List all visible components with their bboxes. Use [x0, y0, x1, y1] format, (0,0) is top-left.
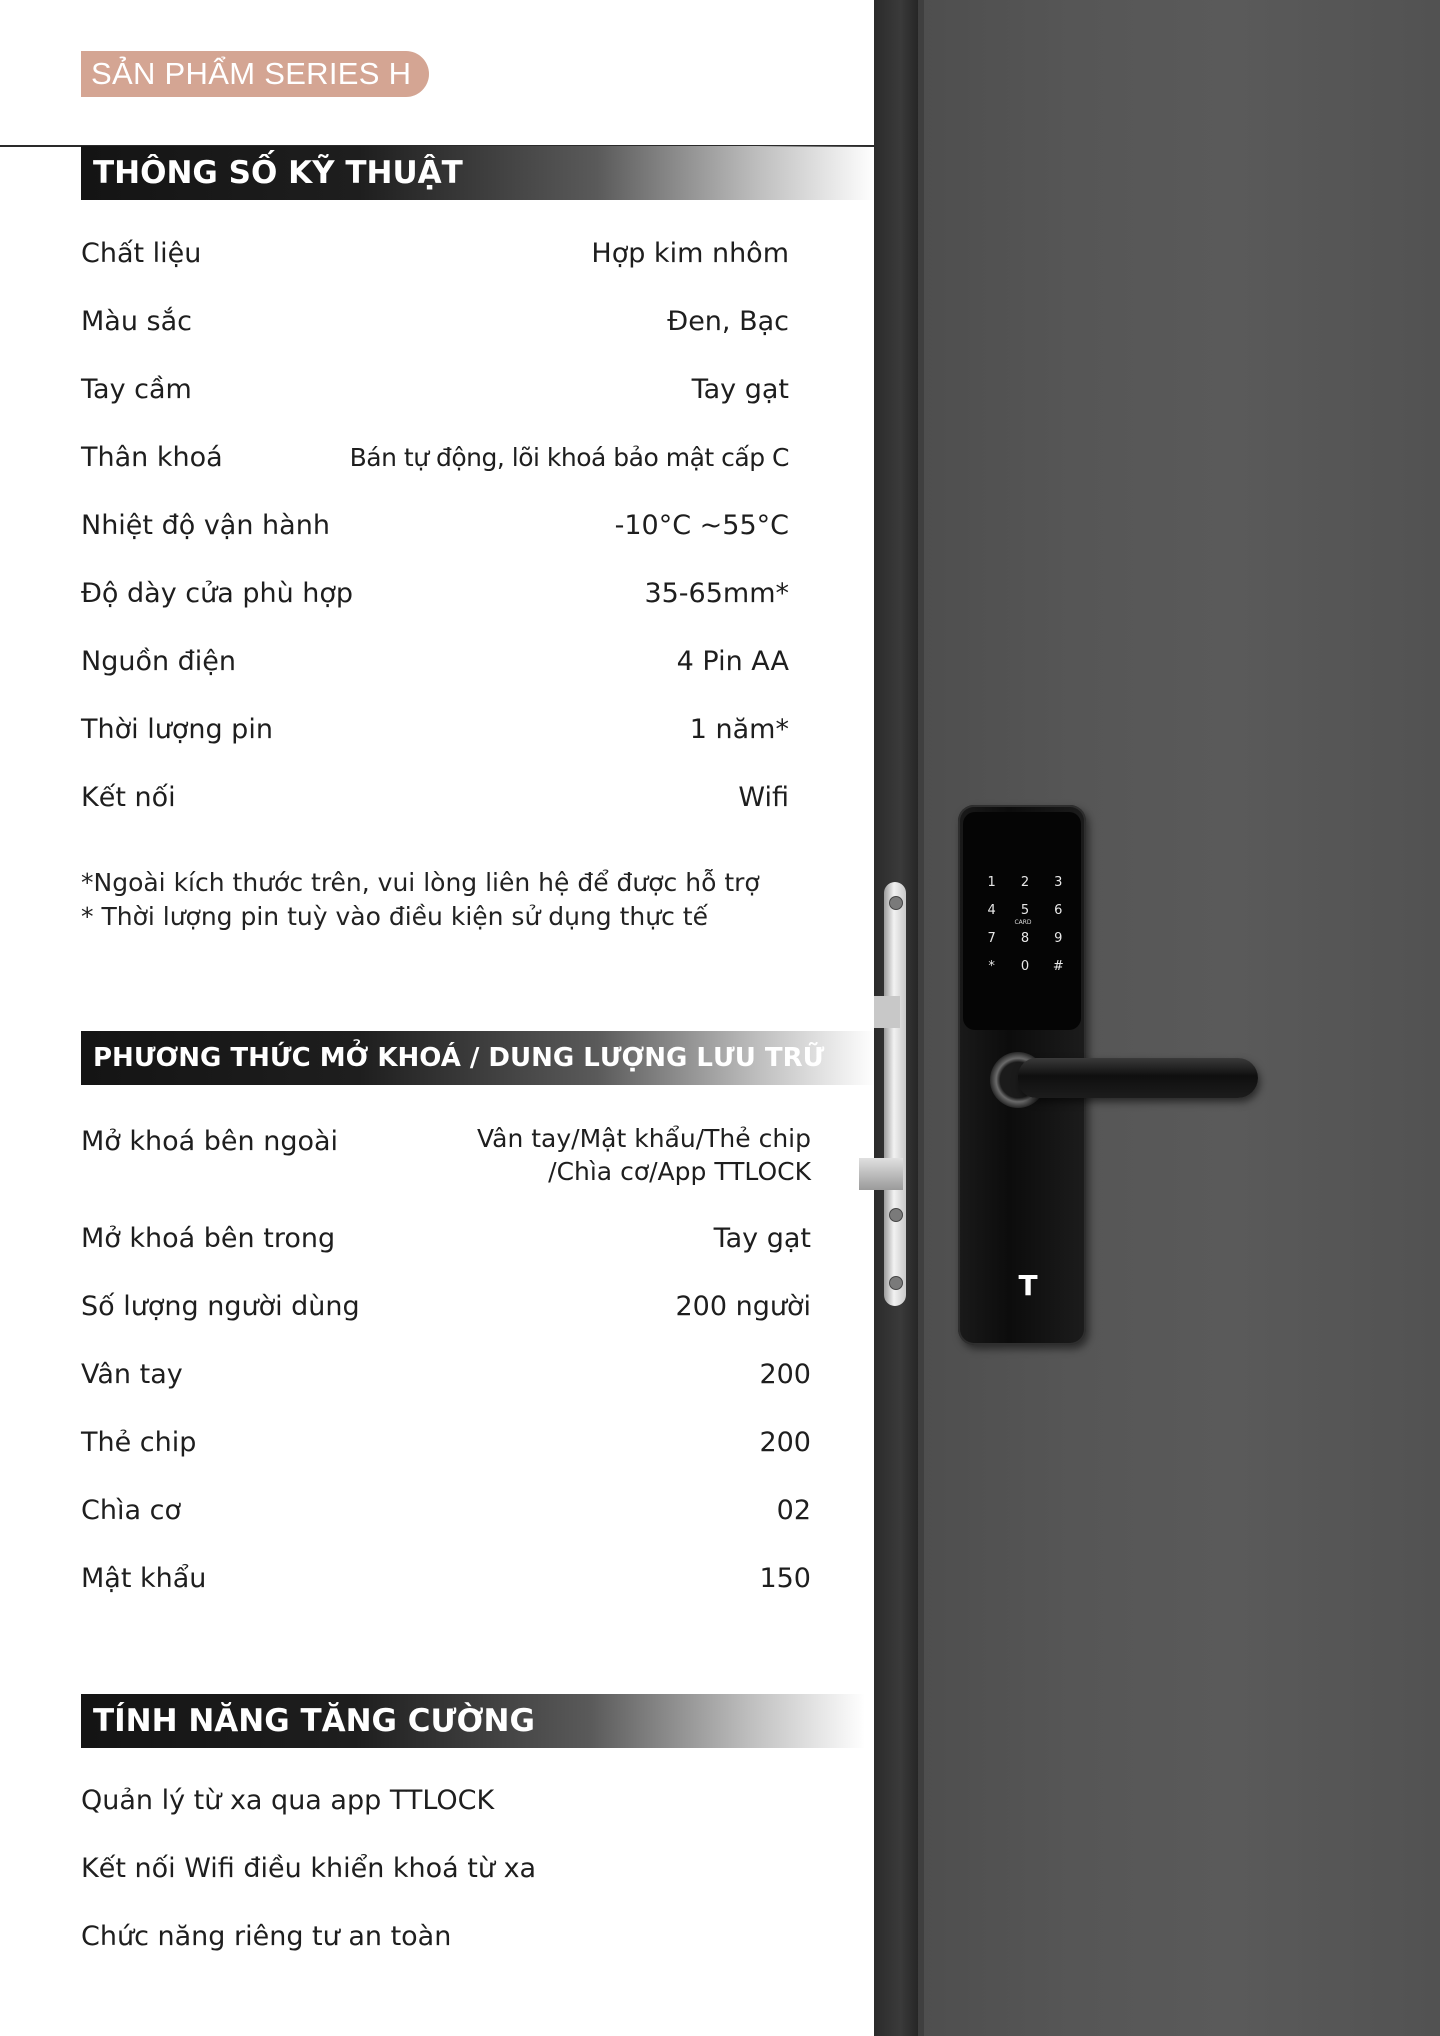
- lever-handle: [1018, 1058, 1258, 1098]
- spec-label: Nguồn điện: [81, 646, 237, 677]
- section-title-features: TÍNH NĂNG TĂNG CƯỜNG: [81, 1694, 865, 1748]
- keypad-key: 0: [1020, 958, 1030, 974]
- unlock-label: Mở khoá bên trong: [81, 1223, 336, 1254]
- feature-item: Kết nối Wifi điều khiển khoá từ xa: [81, 1853, 537, 1884]
- screw-icon: [889, 896, 903, 910]
- keypad-key: 4: [987, 902, 996, 918]
- screw-icon: [889, 1276, 903, 1290]
- spec-value: -10°C ~55°C: [614, 510, 789, 541]
- screw-icon: [889, 1208, 903, 1222]
- dead-bolt: [859, 1158, 903, 1190]
- keypad-key: #: [1052, 958, 1064, 974]
- spec-label: Màu sắc: [81, 306, 192, 337]
- unlock-value: 02: [776, 1495, 811, 1526]
- spec-value: 35-65mm*: [644, 578, 789, 609]
- keypad-key: 8: [1020, 930, 1030, 946]
- keypad-key: 5: [1020, 902, 1030, 918]
- keypad-key: 3: [1054, 874, 1063, 890]
- keypad-key: 2: [1020, 874, 1030, 890]
- keypad-key: 6: [1054, 902, 1063, 918]
- unlock-value: 200 người: [675, 1291, 811, 1322]
- unlock-value: 150: [759, 1563, 811, 1594]
- unlock-value-line2: /Chìa cơ/App TTLOCK: [548, 1157, 811, 1186]
- unlock-label: Thẻ chip: [81, 1427, 197, 1458]
- keypad-key: 1: [987, 874, 996, 890]
- spec-value: Bán tự động, lõi khoá bảo mật cấp C: [349, 443, 789, 472]
- spec-label: Thân khoá: [81, 442, 223, 473]
- section-title-unlock: PHƯƠNG THỨC MỞ KHOÁ / DUNG LƯỢNG LƯU TRỮ: [81, 1031, 875, 1085]
- unlock-label: Vân tay: [81, 1359, 183, 1390]
- footnote: * Thời lượng pin tuỳ vào điều kiện sử dụng thực tế: [81, 902, 708, 931]
- unlock-label: Mở khoá bên ngoài: [81, 1126, 339, 1157]
- card-label: CARD: [1014, 919, 1032, 926]
- section-title-specs: THÔNG SỐ KỸ THUẬT: [81, 146, 875, 200]
- spec-label: Kết nối: [81, 782, 176, 813]
- unlock-value: Tay gạt: [713, 1223, 811, 1254]
- unlock-label: Mật khẩu: [81, 1563, 207, 1594]
- feature-item: Quản lý từ xa qua app TTLOCK: [81, 1785, 495, 1816]
- unlock-label: Số lượng người dùng: [81, 1291, 360, 1322]
- spec-label: Thời lượng pin: [81, 714, 273, 745]
- keypad-key: *: [988, 958, 995, 974]
- spec-label: Nhiệt độ vận hành: [81, 510, 330, 541]
- spec-value: 4 Pin AA: [676, 646, 789, 677]
- spec-value: Tay gạt: [691, 374, 789, 405]
- brand-logo-icon: T: [1018, 1269, 1038, 1302]
- unlock-value: 200: [759, 1427, 811, 1458]
- latch-bolt: [874, 996, 900, 1028]
- unlock-label: Chìa cơ: [81, 1495, 181, 1526]
- spec-label: Tay cầm: [81, 374, 192, 405]
- door-edge: [918, 0, 924, 2036]
- spec-label: Độ dày cửa phù hợp: [81, 578, 354, 609]
- unlock-value: Vân tay/Mật khẩu/Thẻ chip: [476, 1124, 811, 1153]
- spec-value: Hợp kim nhôm: [591, 238, 789, 269]
- spec-value: 1 năm*: [689, 714, 789, 745]
- spec-value: Wifi: [738, 782, 789, 813]
- feature-item: Chức năng riêng tư an toàn: [81, 1921, 452, 1952]
- unlock-row: [81, 1125, 811, 1195]
- mortise-faceplate: [884, 882, 906, 1306]
- spec-value: Đen, Bạc: [667, 306, 789, 337]
- unlock-value: 200: [759, 1359, 811, 1390]
- series-badge: SẢN PHẨM SERIES H: [81, 51, 429, 97]
- keypad-key: 7: [987, 930, 996, 946]
- footnote: *Ngoài kích thước trên, vui lòng liên hệ để được hỗ trợ: [81, 868, 760, 897]
- keypad-key: 9: [1054, 930, 1063, 946]
- spec-label: Chất liệu: [81, 238, 202, 269]
